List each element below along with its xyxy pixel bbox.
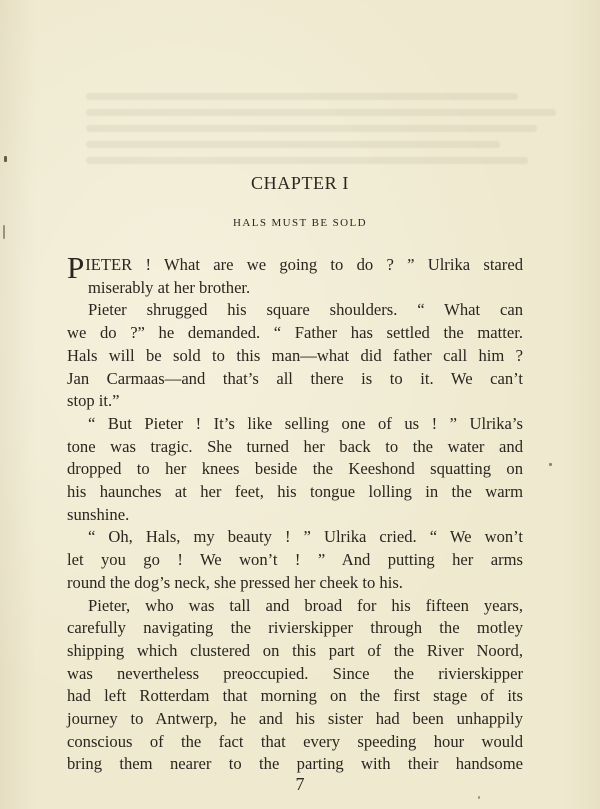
text-line: carefully navigating the rivierskipper through the motley	[67, 618, 523, 638]
text-line: dropped to her knees beside the Keeshond squatting on	[67, 459, 523, 479]
page-number: 7	[295, 774, 305, 794]
text-line: “ Oh, Hals, my beauty ! ” Ulrika cried. “ We won’t	[88, 527, 523, 547]
text-line: bring them nearer to the parting with their handsome	[67, 754, 523, 774]
text-line: Jan Carmaas—and that’s all there is to it. We can’t	[67, 368, 523, 388]
text-line: journey to Antwerp, he and his sister had been unhappily	[67, 709, 523, 729]
text-line: was nevertheless preoccupied. Since the rivierskipper	[67, 663, 523, 683]
chapter-title: CHAPTER I	[251, 173, 349, 193]
text-line: shipping which clustered on this part of the River Noord,	[67, 640, 523, 660]
chapter-body-text	[67, 250, 523, 776]
text-line: round the dog’s neck, she pressed her cheek to his.	[67, 572, 403, 592]
show-through-text	[86, 84, 556, 154]
paper-speck	[549, 463, 552, 466]
text-line: let you go ! We won’t ! ” And putting her arms	[67, 550, 523, 570]
text-line: Pieter, who was tall and broad for his fifteen years,	[88, 595, 523, 615]
text-line: Pieter shrugged his square shoulders. “ What can	[88, 300, 523, 320]
text-line: tone was tragic. She turned her back to the water and	[67, 436, 523, 456]
text-line: “ But Pieter ! It’s like selling one of us ! ” Ulrika’s	[88, 413, 523, 433]
text-line: had left Rotterdam that morning on the first stage of its	[67, 686, 523, 706]
text-line: sunshine.	[67, 504, 130, 524]
paper-speck	[4, 156, 7, 162]
text-line: conscious of the fact that every speeding hour would	[67, 731, 523, 751]
chapter-subtitle: HALS MUST BE SOLD	[233, 217, 367, 229]
text-line: miserably at her brother.	[88, 277, 251, 297]
drop-cap: P	[67, 250, 85, 285]
text-line: IETER ! What are we going to do ? ” Ulrika stared	[85, 255, 523, 274]
text-line: we do ?” he demanded. “ Father has settled the matter.	[67, 323, 523, 343]
paper-speck	[478, 796, 480, 799]
text-line: stop it.”	[67, 391, 120, 411]
text-line: his haunches at her feet, his tongue lolling in the warm	[67, 482, 523, 502]
text-line: Hals will be sold to this man—what did father call him ?	[67, 345, 523, 365]
